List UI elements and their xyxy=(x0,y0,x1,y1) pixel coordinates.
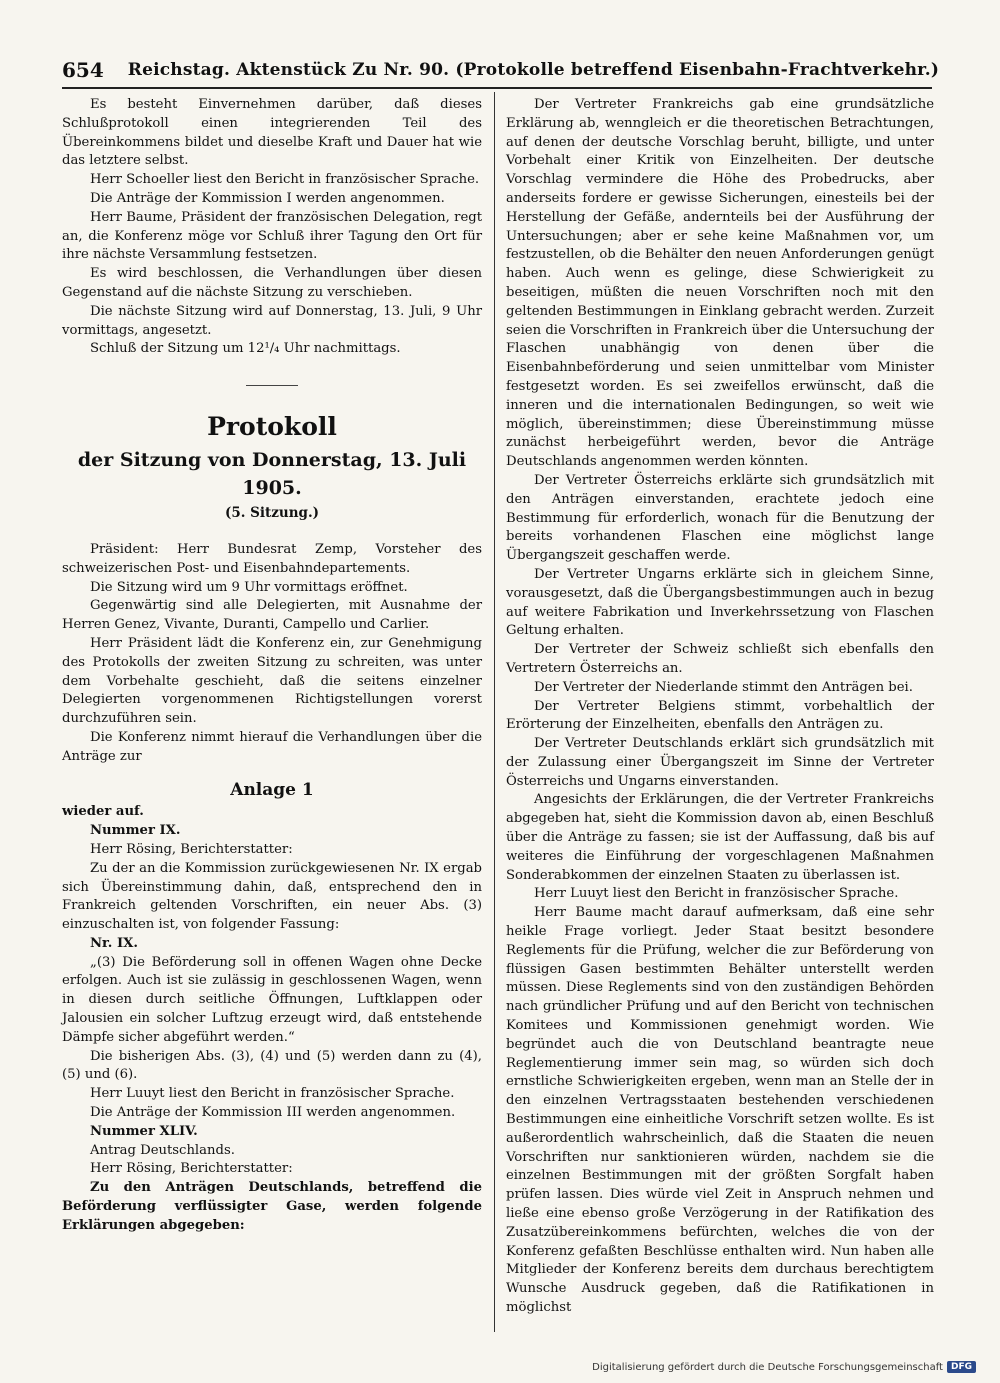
paragraph: Die Anträge der Kommission III werden angenommen. xyxy=(90,1105,456,1121)
paragraph: Die nächste Sitzung wird auf Donnerstag, 13. Juli, 9 Uhr vormittags, angesetzt. xyxy=(62,303,482,338)
paragraph: Die Anträge der Kommission I werden angenommen. xyxy=(90,190,445,206)
paragraph: Herr Baume macht darauf aufmerksam, daß eine sehr heikle Frage vorliegt. Jeder Staat besitzt besondere Reglements für die Prüfung, welcher die zur Beförderung von flüssigen Gasen bestimmten Behälter unterstellt werden müssen. Diese Reglements sind von den zuständigen Behörden nach gründlicher Prüfung und auf den Bericht von technischen Komitees und Kommissionen genehmigt worden. Wie begründet auch die von Deutschland beantragte neue Reglementierung immer sein mag, so würden sich doch ernstliche Schwierigkeiten ergeben, wenn man an Stelle der in den einzelnen Vertragsstaaten bestehenden verschiedenen Bestimmungen eine einheitliche Vorschrift setzen wollte. Es ist außerordentlich wahrscheinlich, daß die Staaten die neuen Vorschriften nur sanktionieren würden, nachdem sie die einzelnen Bestimmungen mit der größten Sorgfalt haben prüfen lassen. Dies würde viel Zeit in Anspruch nehmen und ließe eine ebenso große Verzögerung in der Ratifikation des Zusatzübereinkommens befürchten, welches die von der Konferenz gefaßten Beschlüsse enthalten wird. Nun haben alle Mitglieder der Konferenz bereits dem durchaus berechtigtem Wunsche Ausdruck gegeben, daß die Ratifikationen in möglichst xyxy=(506,905,934,1315)
paragraph: Herr Rösing, Berichterstatter: xyxy=(90,841,293,857)
paragraph: Die Sitzung wird um 9 Uhr vormittags eröffnet. xyxy=(90,579,408,595)
paragraph: Herr Baume, Präsident der französischen Delegation, regt an, die Konferenz möge vor Schluß ihrer Tagung den Ort für ihre nächste Versammlung festsetzen. xyxy=(62,209,482,263)
dfg-logo-icon: DFG xyxy=(947,1361,976,1373)
right-column xyxy=(506,96,934,1318)
running-title: Reichstag. Aktenstück Zu Nr. 90. (Protokolle betreffend Eisenbahn-Frachtverkehr.) xyxy=(127,60,940,80)
nr-heading: Nr. IX. xyxy=(90,935,138,951)
paragraph: Die Konferenz nimmt hierauf die Verhandlungen über die Anträge zur xyxy=(62,729,482,764)
digitization-footer xyxy=(592,1361,976,1373)
paragraph: Der Vertreter der Niederlande stimmt den Anträgen bei. xyxy=(534,679,913,695)
paragraph: Schluß der Sitzung um 12¹/₄ Uhr nachmittags. xyxy=(90,341,401,357)
running-header xyxy=(62,55,940,85)
protocol-subtitle: der Sitzung von Donnerstag, 13. Juli 1905. xyxy=(77,449,467,500)
paragraph: Der Vertreter Frankreichs gab eine grundsätzliche Erklärung ab, wenngleich er die theoretischen Betrachtungen, auf denen der deutsche Vorschlag beruht, billigte, und unter Vorbehalt einer Kritik von Einzelheiten. Der deutsche Vorschlag vermindere die Höhe des Probedrucks, aber anderseits fordere er gewisse Sicherungen, einesteils bei der Herstellung der Gefäße, andernteils bei der Ausführung der Untersuchungen; aber er sehe keine Maßnahmen vor, um festzustellen, ob die Behälter den neuen Anforderungen genügt haben. Auch wenn es gelinge, diese Schwierigkeit zu beseitigen, müßten die neuen Vorschriften noch mit den geltenden Bestimmungen in Einklang gebracht werden. Zurzeit seien die Vorschriften in Frankreich über die Untersuchung der Flaschen unabhängig von denen über die Eisenbahnbeförderung und seien unmittelbar vom Minister festgesetzt worden. Es sei zweifellos erwünscht, daß die inneren und die internationalen Bedingungen, so weit wie möglich, übereinstimmen; diese Übereinstimmung müsse zunächst herbeigeführt werden, bevor die Anträge Deutschlands angenommen werden könnten. xyxy=(506,97,934,470)
paragraph: Angesichts der Erklärungen, die der Vertreter Frankreichs abgegeben hat, sieht die Kommission davon ab, einen Beschluß über die Anträge zu fassen; sie ist der Auffassung, daß bis auf weiteres die Einführung der vorgeschlagenen Maßnahmen Sonderabkommen der einzelnen Staaten zu überlassen ist. xyxy=(506,792,934,883)
paragraph: Gegenwärtig sind alle Delegierten, mit Ausnahme der Herren Genez, Vivante, Duranti, Campello und Carlier. xyxy=(62,598,482,633)
paragraph: wieder auf. xyxy=(62,804,144,820)
header-rule xyxy=(62,87,932,89)
paragraph: Präsident: Herr Bundesrat Zemp, Vorsteher des schweizerischen Post- und Eisenbahndepartements. xyxy=(62,541,482,576)
session-label: (5. Sitzung.) xyxy=(224,505,320,522)
paragraph: Es besteht Einvernehmen darüber, daß dieses Schlußprotokoll einen integrierenden Teil des Übereinkommens bildet und dieselbe Kraft und Dauer hat wie das letztere selbst. xyxy=(62,97,482,169)
paragraph: Der Vertreter Ungarns erklärte sich in gleichem Sinne, vorausgesetzt, daß die Übergangsbestimmungen auch in bezug auf weitere Fabrikation und Inverkehrssetzung von Flaschen Geltung erhalten. xyxy=(506,566,934,639)
footer-text: Digitalisierung gefördert durch die Deutsche Forschungsgemeinschaft xyxy=(592,1361,943,1373)
nummer-heading: Nummer IX. xyxy=(90,823,181,839)
paragraph: Herr Präsident lädt die Konferenz ein, zur Genehmigung des Protokolls der zweiten Sitzung zu schreiten, was unter dem Vorbehalte geschieht, daß die seitens einzelner Delegierten vorgenommenen Richtigstellungen vorerst durchzuführen sein. xyxy=(62,635,482,727)
quoted-paragraph: „(3) Die Beförderung soll in offenen Wagen ohne Decke erfolgen. Auch ist sie zulässig in geschlossenen Wagen, wenn in diesen durch seitliche Öffnungen, Luftklappen oder Jalousien ein solcher Luftzug erzeugt wird, daß entstehende Dämpfe sicher abgeführt werden.“ xyxy=(62,954,482,1045)
paragraph: Herr Luuyt liest den Bericht in französischer Sprache. xyxy=(90,1086,455,1102)
paragraph: Antrag Deutschlands. xyxy=(90,1142,235,1158)
left-column xyxy=(62,96,482,1236)
paragraph: Zu den Anträgen Deutschlands, betreffend die Beförderung verflüssigter Gase, werden folgende Erklärungen abgegeben: xyxy=(62,1180,482,1233)
paragraph: Herr Luuyt liest den Bericht in französischer Sprache. xyxy=(534,886,899,902)
paragraph: Zu der an die Kommission zurückgewiesenen Nr. IX ergab sich Übereinstimmung dahin, daß, entsprechend den in Frankreich geltenden Vorschriften, ein neuer Abs. (3) einzuschalten ist, von folgender Fassung: xyxy=(62,860,482,933)
protocol-title: Protokoll xyxy=(207,412,337,442)
nummer-heading: Nummer XLIV. xyxy=(90,1123,198,1139)
anlage-heading: Anlage 1 xyxy=(230,779,314,800)
page-number: 654 xyxy=(62,58,104,82)
paragraph: Herr Schoeller liest den Bericht in französischer Sprache. xyxy=(90,172,480,188)
section-separator xyxy=(246,385,298,386)
column-divider xyxy=(494,92,495,1332)
paragraph: Der Vertreter Deutschlands erklärt sich grundsätzlich mit der Zulassung einer Übergangszeit im Sinne der Vertreter Österreichs und Ungarns einverstanden. xyxy=(506,736,934,789)
paragraph: Der Vertreter der Schweiz schließt sich ebenfalls den Vertretern Österreichs an. xyxy=(506,642,934,676)
paragraph: Es wird beschlossen, die Verhandlungen über diesen Gegenstand auf die nächste Sitzung zu verschieben. xyxy=(62,266,482,300)
paragraph: Die bisherigen Abs. (3), (4) und (5) werden dann zu (4), (5) und (6). xyxy=(62,1048,482,1083)
paragraph: Der Vertreter Österreichs erklärte sich grundsätzlich mit den Anträgen einverstanden, erachtete jedoch eine Bestimmung für erforderlich, wonach für die Benutzung der bereits vorhandenen Flaschen eine möglichst lange Übergangszeit geschaffen werde. xyxy=(506,472,934,564)
paragraph: Der Vertreter Belgiens stimmt, vorbehaltlich der Erörterung der Einzelheiten, ebenfalls den Anträgen zu. xyxy=(506,698,934,733)
paragraph: Herr Rösing, Berichterstatter: xyxy=(90,1161,293,1177)
